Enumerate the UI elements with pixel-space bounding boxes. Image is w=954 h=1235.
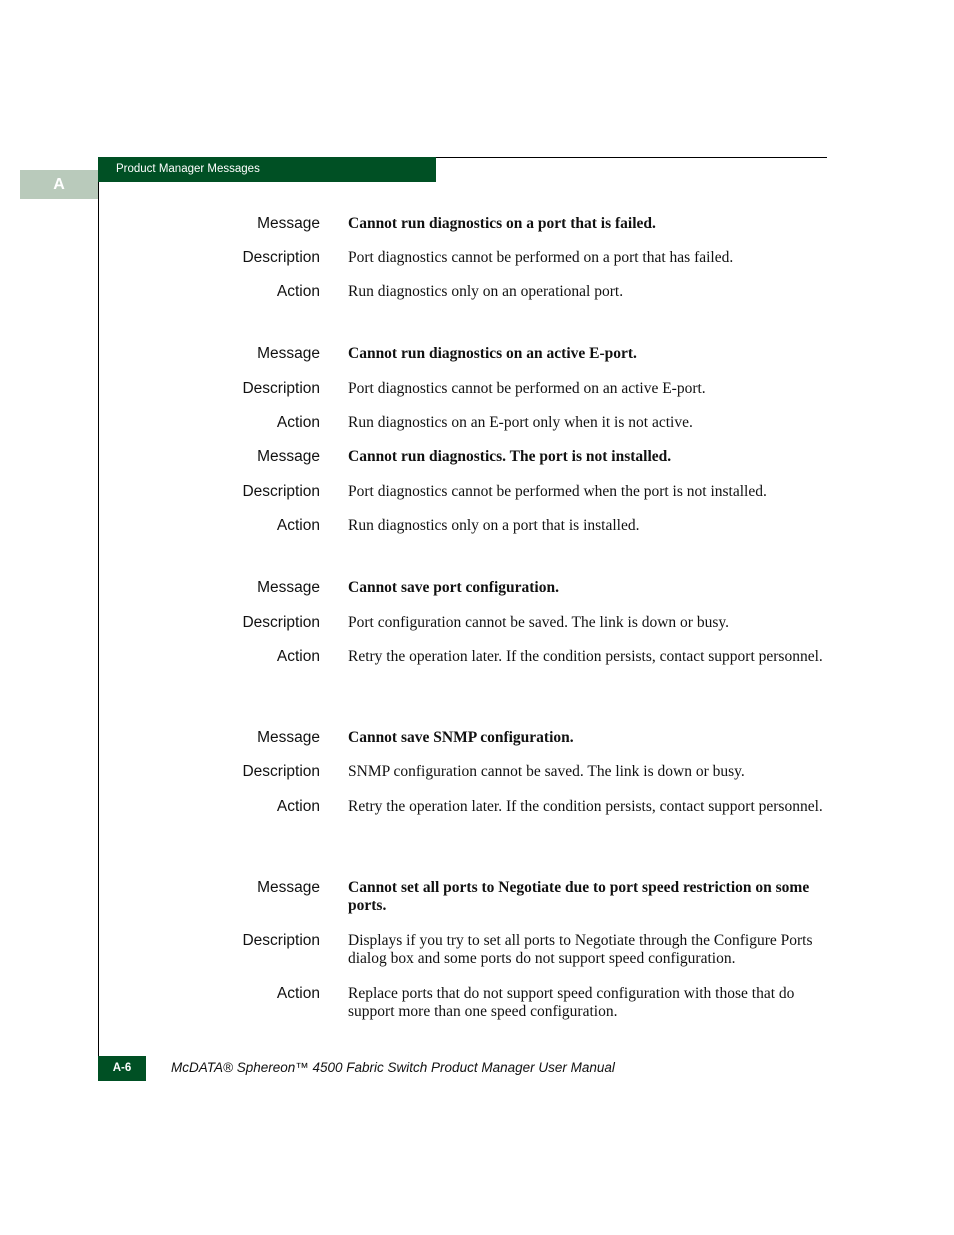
description-label: Description [242, 380, 320, 397]
action-label: Action [276, 414, 320, 431]
message-text: Cannot save SNMP configuration. [348, 729, 574, 746]
action-row [100, 798, 827, 816]
action-label: Action [276, 517, 320, 534]
message-row [100, 879, 827, 915]
action-label: Action [276, 985, 320, 1002]
description-text: Port diagnostics cannot be performed on an active E-port. [348, 380, 706, 397]
message-row [100, 448, 827, 466]
action-text: Replace ports that do not support speed configuration with those that do support more than one speed configuration. [348, 985, 795, 1020]
message-entry [100, 579, 827, 666]
section-title: Product Manager Messages [116, 163, 260, 175]
action-label: Action [276, 798, 320, 815]
section-header [98, 157, 436, 182]
action-text: Run diagnostics on an E-port only when it is not active. [348, 414, 693, 431]
message-label: Message [257, 448, 320, 465]
action-text: Retry the operation later. If the condition persists, contact support personnel. [348, 648, 823, 665]
message-row [100, 345, 827, 363]
action-label: Action [276, 648, 320, 665]
message-entry [100, 879, 827, 1021]
message-row [100, 215, 827, 233]
manual-title: McDATA® Sphereon™ 4500 Fabric Switch Product Manager User Manual [171, 1060, 615, 1075]
description-text: Port diagnostics cannot be performed on a port that has failed. [348, 249, 734, 266]
message-label: Message [257, 879, 320, 896]
description-row [100, 763, 827, 781]
message-label: Message [257, 345, 320, 362]
message-row [100, 579, 827, 597]
action-text: Retry the operation later. If the condition persists, contact support personnel. [348, 798, 823, 815]
message-text: Cannot save port configuration. [348, 579, 559, 596]
action-row [100, 283, 827, 301]
message-entry [100, 729, 827, 816]
action-row [100, 648, 827, 666]
description-row [100, 249, 827, 267]
page-number-text: A-6 [112, 1062, 132, 1074]
description-label: Description [242, 249, 320, 266]
description-row [100, 932, 827, 968]
description-text: Displays if you try to set all ports to Negotiate through the Configure Ports dialog box and some ports do not support speed configuration. [348, 932, 813, 967]
description-row [100, 380, 827, 398]
action-row [100, 414, 827, 432]
message-row [100, 729, 827, 747]
description-text: Port diagnostics cannot be performed when the port is not installed. [348, 483, 767, 500]
description-label: Description [242, 614, 320, 631]
description-label: Description [242, 483, 320, 500]
message-text: Cannot run diagnostics on an active E-port. [348, 345, 637, 362]
message-text: Cannot run diagnostics on a port that is failed. [348, 215, 656, 232]
description-text: SNMP configuration cannot be saved. The link is down or busy. [348, 763, 745, 780]
description-label: Description [242, 932, 320, 949]
message-entry [100, 215, 827, 301]
action-row [100, 517, 827, 535]
message-entry [100, 448, 827, 535]
message-text: Cannot set all ports to Negotiate due to port speed restriction on some ports. [348, 879, 810, 914]
description-label: Description [242, 763, 320, 780]
appendix-letter: A [53, 176, 65, 193]
message-text: Cannot run diagnostics. The port is not installed. [348, 448, 672, 465]
description-text: Port configuration cannot be saved. The link is down or busy. [348, 614, 729, 631]
message-label: Message [257, 579, 320, 596]
action-text: Run diagnostics only on a port that is installed. [348, 517, 640, 534]
action-row [100, 985, 827, 1021]
description-row [100, 614, 827, 632]
page-number [98, 1056, 146, 1081]
action-label: Action [276, 283, 320, 300]
action-text: Run diagnostics only on an operational port. [348, 283, 624, 300]
message-label: Message [257, 729, 320, 746]
message-entry [100, 345, 827, 432]
message-label: Message [257, 215, 320, 232]
description-row [100, 483, 827, 501]
left-margin-rule [98, 157, 99, 1081]
appendix-tab [20, 170, 98, 199]
